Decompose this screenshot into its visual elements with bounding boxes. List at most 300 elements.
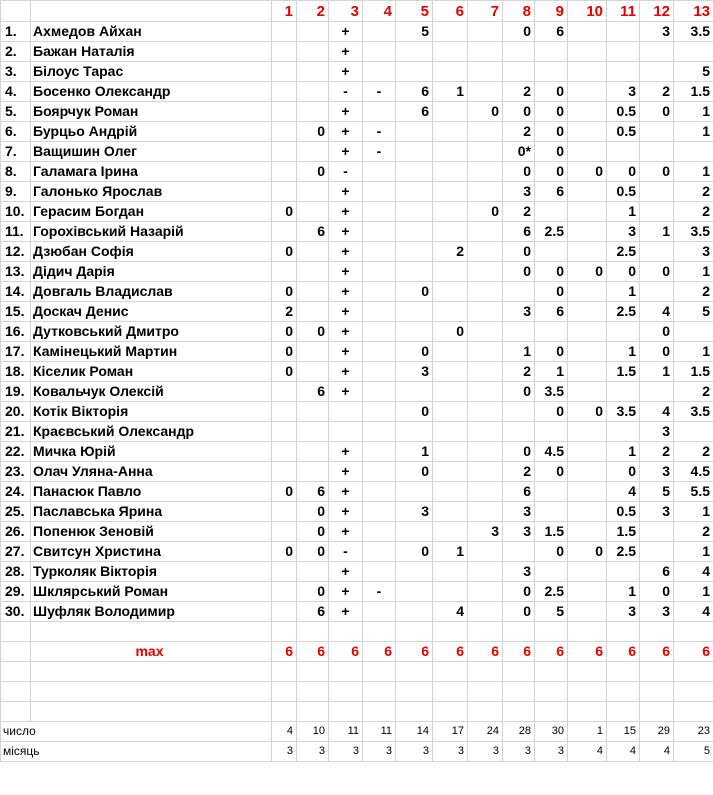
grade-cell[interactable]	[468, 602, 503, 622]
grade-cell[interactable]	[272, 422, 297, 442]
row-number[interactable]: 25.	[1, 502, 31, 522]
grade-cell[interactable]: +	[329, 482, 363, 502]
row-number[interactable]: 10.	[1, 202, 31, 222]
empty-cell[interactable]	[568, 622, 607, 642]
grade-cell[interactable]: 0	[272, 482, 297, 502]
student-name[interactable]: Горохівський Назарій	[31, 222, 272, 242]
grade-cell[interactable]: 0	[396, 342, 433, 362]
grade-cell[interactable]: 0	[272, 362, 297, 382]
student-name[interactable]: Панасюк Павло	[31, 482, 272, 502]
row-number[interactable]: 21.	[1, 422, 31, 442]
grade-cell[interactable]	[468, 62, 503, 82]
grade-cell[interactable]: 3	[396, 502, 433, 522]
student-name[interactable]: Свитсун Христина	[31, 542, 272, 562]
grade-cell[interactable]: 0	[607, 162, 640, 182]
grade-cell[interactable]	[272, 382, 297, 402]
grade-cell[interactable]: 5	[535, 602, 568, 622]
day-value[interactable]: 11	[329, 722, 363, 742]
max-value[interactable]: 6	[640, 642, 674, 662]
grade-cell[interactable]	[272, 222, 297, 242]
grade-cell[interactable]	[272, 402, 297, 422]
grade-cell[interactable]: 0	[468, 102, 503, 122]
grade-cell[interactable]	[468, 582, 503, 602]
grade-cell[interactable]: 0	[297, 162, 329, 182]
grade-cell[interactable]	[433, 122, 468, 142]
student-name[interactable]: Дідич Дарія	[31, 262, 272, 282]
empty-cell[interactable]	[674, 622, 713, 642]
grade-cell[interactable]: 0	[568, 542, 607, 562]
grade-cell[interactable]: -	[363, 582, 396, 602]
grade-cell[interactable]	[396, 322, 433, 342]
grade-cell[interactable]: 1	[607, 282, 640, 302]
grade-cell[interactable]	[568, 522, 607, 542]
empty-cell[interactable]	[1, 702, 31, 722]
grade-cell[interactable]	[674, 422, 713, 442]
grade-cell[interactable]	[363, 302, 396, 322]
grade-cell[interactable]: 1	[674, 262, 713, 282]
empty-cell[interactable]	[1, 642, 31, 662]
grade-cell[interactable]: 0	[503, 602, 535, 622]
row-number[interactable]: 13.	[1, 262, 31, 282]
grade-cell[interactable]: +	[329, 442, 363, 462]
grade-cell[interactable]: 2	[433, 242, 468, 262]
grade-cell[interactable]	[535, 322, 568, 342]
max-value[interactable]: 6	[363, 642, 396, 662]
grade-cell[interactable]	[433, 162, 468, 182]
grade-cell[interactable]	[363, 162, 396, 182]
grade-cell[interactable]	[607, 322, 640, 342]
student-name[interactable]: Кіселик Роман	[31, 362, 272, 382]
grade-cell[interactable]	[568, 102, 607, 122]
empty-cell[interactable]	[607, 622, 640, 642]
grade-cell[interactable]: 1	[674, 502, 713, 522]
grade-cell[interactable]: 1.5	[607, 522, 640, 542]
student-name[interactable]: Олач Уляна-Анна	[31, 462, 272, 482]
grade-cell[interactable]: 0	[297, 322, 329, 342]
grade-cell[interactable]: +	[329, 142, 363, 162]
grade-cell[interactable]: 3.5	[535, 382, 568, 402]
grade-cell[interactable]: 0	[503, 22, 535, 42]
grade-cell[interactable]	[568, 182, 607, 202]
empty-cell[interactable]	[674, 682, 713, 702]
grade-cell[interactable]	[433, 502, 468, 522]
grade-cell[interactable]: 3	[640, 602, 674, 622]
grade-cell[interactable]	[297, 42, 329, 62]
grade-cell[interactable]	[297, 242, 329, 262]
grade-cell[interactable]	[272, 562, 297, 582]
grade-cell[interactable]: +	[329, 102, 363, 122]
empty-cell[interactable]	[503, 682, 535, 702]
grade-cell[interactable]: +	[329, 182, 363, 202]
grade-cell[interactable]	[674, 42, 713, 62]
grade-cell[interactable]	[503, 422, 535, 442]
grade-cell[interactable]	[568, 502, 607, 522]
grade-cell[interactable]	[297, 462, 329, 482]
grade-cell[interactable]	[433, 202, 468, 222]
grade-cell[interactable]: 2	[674, 522, 713, 542]
grade-cell[interactable]: +	[329, 522, 363, 542]
grade-cell[interactable]	[363, 102, 396, 122]
empty-cell[interactable]	[503, 622, 535, 642]
day-value[interactable]: 1	[568, 722, 607, 742]
empty-cell[interactable]	[297, 702, 329, 722]
grade-cell[interactable]: 3	[503, 562, 535, 582]
grade-cell[interactable]: -	[329, 162, 363, 182]
grade-cell[interactable]: 0	[272, 202, 297, 222]
grade-cell[interactable]: 2.5	[607, 242, 640, 262]
grade-cell[interactable]	[640, 542, 674, 562]
grade-cell[interactable]	[568, 282, 607, 302]
grade-cell[interactable]	[297, 62, 329, 82]
grade-cell[interactable]: 1	[640, 222, 674, 242]
grade-cell[interactable]	[568, 342, 607, 362]
empty-cell[interactable]	[272, 702, 297, 722]
grade-cell[interactable]: 0	[503, 102, 535, 122]
row-number[interactable]: 7.	[1, 142, 31, 162]
grade-cell[interactable]	[535, 482, 568, 502]
row-number[interactable]: 1.	[1, 22, 31, 42]
grade-cell[interactable]	[396, 602, 433, 622]
grade-cell[interactable]: +	[329, 62, 363, 82]
grade-cell[interactable]	[503, 62, 535, 82]
grade-cell[interactable]: +	[329, 42, 363, 62]
grade-cell[interactable]: 5	[640, 482, 674, 502]
grade-cell[interactable]: 3	[396, 362, 433, 382]
grade-cell[interactable]	[535, 42, 568, 62]
grade-cell[interactable]: 3	[503, 502, 535, 522]
day-value[interactable]: 29	[640, 722, 674, 742]
grade-cell[interactable]	[272, 82, 297, 102]
row-number[interactable]: 29.	[1, 582, 31, 602]
grade-cell[interactable]: 2	[674, 382, 713, 402]
grade-cell[interactable]	[272, 522, 297, 542]
grade-cell[interactable]	[468, 22, 503, 42]
empty-cell[interactable]	[607, 662, 640, 682]
grade-cell[interactable]: 0	[503, 442, 535, 462]
row-number[interactable]: 28.	[1, 562, 31, 582]
grade-cell[interactable]: 0	[640, 102, 674, 122]
grade-cell[interactable]: 0.5	[607, 122, 640, 142]
student-name[interactable]: Шуфляк Володимир	[31, 602, 272, 622]
empty-cell[interactable]	[503, 662, 535, 682]
grade-cell[interactable]	[468, 462, 503, 482]
grade-cell[interactable]	[297, 562, 329, 582]
grade-cell[interactable]: 1	[640, 362, 674, 382]
grade-cell[interactable]	[363, 542, 396, 562]
grade-cell[interactable]	[568, 442, 607, 462]
grade-cell[interactable]: 3.5	[674, 402, 713, 422]
grade-cell[interactable]: +	[329, 22, 363, 42]
student-name[interactable]: Шклярський Роман	[31, 582, 272, 602]
empty-cell[interactable]	[1, 622, 31, 642]
grade-cell[interactable]	[363, 362, 396, 382]
day-value[interactable]: 28	[503, 722, 535, 742]
empty-cell[interactable]	[535, 622, 568, 642]
grade-cell[interactable]	[607, 22, 640, 42]
grade-cell[interactable]	[363, 282, 396, 302]
grade-cell[interactable]: 0	[297, 522, 329, 542]
grade-cell[interactable]: 0.5	[607, 502, 640, 522]
grade-cell[interactable]: +	[329, 202, 363, 222]
empty-cell[interactable]	[535, 682, 568, 702]
grade-cell[interactable]: 3	[640, 462, 674, 482]
row-number[interactable]: 20.	[1, 402, 31, 422]
grade-cell[interactable]	[433, 582, 468, 602]
grade-cell[interactable]	[363, 562, 396, 582]
grade-cell[interactable]: +	[329, 362, 363, 382]
grade-cell[interactable]	[329, 402, 363, 422]
max-value[interactable]: 6	[297, 642, 329, 662]
column-header[interactable]: 8	[503, 1, 535, 22]
grade-cell[interactable]: 1	[607, 202, 640, 222]
grade-cell[interactable]	[640, 62, 674, 82]
grade-cell[interactable]: 6	[297, 382, 329, 402]
student-name[interactable]: Галонько Ярослав	[31, 182, 272, 202]
grade-cell[interactable]	[535, 242, 568, 262]
empty-cell[interactable]	[31, 622, 272, 642]
student-name[interactable]: Краєвський Олександр	[31, 422, 272, 442]
grade-cell[interactable]	[568, 422, 607, 442]
grade-cell[interactable]: 4	[640, 302, 674, 322]
grade-cell[interactable]	[433, 482, 468, 502]
grade-cell[interactable]: 1	[607, 582, 640, 602]
grade-cell[interactable]	[568, 302, 607, 322]
grade-cell[interactable]: 5	[396, 22, 433, 42]
max-value[interactable]: 6	[272, 642, 297, 662]
grade-cell[interactable]: 1	[674, 582, 713, 602]
grade-cell[interactable]	[503, 42, 535, 62]
empty-cell[interactable]	[396, 702, 433, 722]
grade-cell[interactable]: 0	[297, 582, 329, 602]
grade-cell[interactable]	[468, 302, 503, 322]
empty-cell[interactable]	[433, 682, 468, 702]
grade-cell[interactable]	[468, 82, 503, 102]
grade-cell[interactable]	[272, 502, 297, 522]
grade-cell[interactable]: 3	[674, 242, 713, 262]
grade-cell[interactable]: 0	[272, 322, 297, 342]
grade-cell[interactable]	[363, 342, 396, 362]
grade-cell[interactable]: +	[329, 462, 363, 482]
grade-cell[interactable]: 3	[640, 502, 674, 522]
grade-cell[interactable]: 0	[433, 322, 468, 342]
grade-cell[interactable]	[607, 562, 640, 582]
grade-cell[interactable]	[272, 462, 297, 482]
grade-cell[interactable]	[433, 182, 468, 202]
grade-cell[interactable]	[468, 142, 503, 162]
empty-cell[interactable]	[568, 702, 607, 722]
grade-cell[interactable]	[297, 182, 329, 202]
day-value[interactable]: 10	[297, 722, 329, 742]
grade-cell[interactable]	[568, 362, 607, 382]
column-header[interactable]: 2	[297, 1, 329, 22]
grade-cell[interactable]	[640, 182, 674, 202]
grade-cell[interactable]: 3.5	[674, 222, 713, 242]
grade-cell[interactable]	[433, 102, 468, 122]
grade-cell[interactable]	[468, 442, 503, 462]
student-name[interactable]: Попенюк Зеновій	[31, 522, 272, 542]
row-number[interactable]: 17.	[1, 342, 31, 362]
grade-cell[interactable]: 0	[640, 582, 674, 602]
grade-cell[interactable]	[272, 42, 297, 62]
row-number[interactable]: 27.	[1, 542, 31, 562]
grade-cell[interactable]	[396, 182, 433, 202]
grade-cell[interactable]: 6	[297, 482, 329, 502]
grade-cell[interactable]	[363, 202, 396, 222]
grade-cell[interactable]	[607, 422, 640, 442]
empty-cell[interactable]	[640, 662, 674, 682]
student-name[interactable]: Котік Вікторія	[31, 402, 272, 422]
max-value[interactable]: 6	[329, 642, 363, 662]
grade-cell[interactable]	[433, 362, 468, 382]
empty-cell[interactable]	[503, 702, 535, 722]
grade-cell[interactable]	[272, 162, 297, 182]
student-name[interactable]: Доскач Денис	[31, 302, 272, 322]
grade-cell[interactable]: 1	[503, 342, 535, 362]
grade-cell[interactable]: 0	[396, 282, 433, 302]
grade-cell[interactable]: 0	[535, 262, 568, 282]
grade-cell[interactable]	[396, 382, 433, 402]
grade-cell[interactable]	[396, 62, 433, 82]
grade-cell[interactable]	[363, 402, 396, 422]
grade-cell[interactable]	[396, 302, 433, 322]
grade-cell[interactable]: 0	[640, 162, 674, 182]
grade-cell[interactable]	[363, 382, 396, 402]
grade-cell[interactable]: +	[329, 282, 363, 302]
column-header[interactable]: 7	[468, 1, 503, 22]
grade-cell[interactable]: 0	[535, 542, 568, 562]
grade-cell[interactable]: 0	[396, 542, 433, 562]
grade-cell[interactable]: 1	[674, 342, 713, 362]
grade-cell[interactable]: +	[329, 582, 363, 602]
row-number[interactable]: 9.	[1, 182, 31, 202]
grade-cell[interactable]: 1	[674, 542, 713, 562]
grade-cell[interactable]: 3	[640, 422, 674, 442]
grade-cell[interactable]	[272, 22, 297, 42]
grade-cell[interactable]	[297, 142, 329, 162]
grade-cell[interactable]	[396, 522, 433, 542]
grade-cell[interactable]	[272, 262, 297, 282]
grade-cell[interactable]	[297, 442, 329, 462]
max-label[interactable]: max	[31, 642, 272, 662]
grade-cell[interactable]: 1	[674, 102, 713, 122]
grade-cell[interactable]	[433, 42, 468, 62]
grade-cell[interactable]: 0	[503, 242, 535, 262]
grade-cell[interactable]	[329, 422, 363, 442]
grade-cell[interactable]: 2	[503, 462, 535, 482]
grade-cell[interactable]	[396, 562, 433, 582]
grade-cell[interactable]: 3	[607, 222, 640, 242]
grade-cell[interactable]: 0	[640, 262, 674, 282]
grade-cell[interactable]	[297, 22, 329, 42]
grade-cell[interactable]: 0.5	[607, 182, 640, 202]
grade-cell[interactable]: 1.5	[674, 362, 713, 382]
grade-cell[interactable]	[607, 382, 640, 402]
grade-cell[interactable]: 4.5	[674, 462, 713, 482]
row-number[interactable]: 3.	[1, 62, 31, 82]
grade-cell[interactable]	[468, 242, 503, 262]
month-label[interactable]: місяць	[1, 742, 272, 762]
grade-cell[interactable]	[607, 62, 640, 82]
grade-cell[interactable]	[396, 42, 433, 62]
empty-cell[interactable]	[329, 662, 363, 682]
max-value[interactable]: 6	[396, 642, 433, 662]
grade-cell[interactable]	[468, 362, 503, 382]
empty-cell[interactable]	[640, 682, 674, 702]
grade-cell[interactable]	[640, 382, 674, 402]
row-number[interactable]: 24.	[1, 482, 31, 502]
grade-cell[interactable]	[535, 422, 568, 442]
student-name[interactable]: Камінецький Мартин	[31, 342, 272, 362]
empty-cell[interactable]	[272, 662, 297, 682]
grade-cell[interactable]: 0	[396, 462, 433, 482]
grade-cell[interactable]	[568, 62, 607, 82]
student-name[interactable]: Дзюбан Софія	[31, 242, 272, 262]
grade-cell[interactable]	[363, 462, 396, 482]
day-value[interactable]: 15	[607, 722, 640, 742]
grade-cell[interactable]: +	[329, 222, 363, 242]
empty-cell[interactable]	[31, 662, 272, 682]
grade-cell[interactable]	[503, 402, 535, 422]
student-name[interactable]: Галамага Ірина	[31, 162, 272, 182]
grade-cell[interactable]	[433, 562, 468, 582]
grade-cell[interactable]: 3.5	[607, 402, 640, 422]
grade-cell[interactable]	[535, 202, 568, 222]
empty-cell[interactable]	[1, 662, 31, 682]
grade-cell[interactable]	[503, 542, 535, 562]
grade-cell[interactable]: 2.5	[607, 542, 640, 562]
max-value[interactable]: 6	[503, 642, 535, 662]
grade-cell[interactable]	[297, 102, 329, 122]
empty-cell[interactable]	[1, 682, 31, 702]
grade-cell[interactable]: 2.5	[535, 582, 568, 602]
grade-cell[interactable]: 0	[535, 82, 568, 102]
grade-cell[interactable]	[396, 122, 433, 142]
grade-cell[interactable]	[297, 362, 329, 382]
grade-cell[interactable]	[297, 202, 329, 222]
grade-cell[interactable]: 0	[535, 122, 568, 142]
grade-cell[interactable]: -	[329, 82, 363, 102]
max-value[interactable]: 6	[468, 642, 503, 662]
empty-cell[interactable]	[396, 682, 433, 702]
empty-cell[interactable]	[674, 702, 713, 722]
max-value[interactable]: 6	[433, 642, 468, 662]
column-header[interactable]: 9	[535, 1, 568, 22]
grade-cell[interactable]	[468, 542, 503, 562]
grade-cell[interactable]	[363, 242, 396, 262]
grade-cell[interactable]	[396, 242, 433, 262]
grade-cell[interactable]	[363, 322, 396, 342]
grade-cell[interactable]: 0	[535, 462, 568, 482]
grade-cell[interactable]: 1	[433, 542, 468, 562]
month-value[interactable]: 3	[297, 742, 329, 762]
student-name[interactable]: Боярчук Роман	[31, 102, 272, 122]
day-value[interactable]: 30	[535, 722, 568, 742]
grade-cell[interactable]: 0	[640, 342, 674, 362]
grade-cell[interactable]	[640, 122, 674, 142]
grade-cell[interactable]	[640, 522, 674, 542]
empty-cell[interactable]	[329, 622, 363, 642]
day-value[interactable]: 17	[433, 722, 468, 742]
grade-cell[interactable]: 0	[503, 162, 535, 182]
grade-cell[interactable]	[396, 582, 433, 602]
grade-cell[interactable]	[503, 282, 535, 302]
grade-cell[interactable]: +	[329, 382, 363, 402]
grade-cell[interactable]	[272, 182, 297, 202]
grade-cell[interactable]: 6	[535, 22, 568, 42]
grade-cell[interactable]	[433, 342, 468, 362]
grade-cell[interactable]	[297, 342, 329, 362]
grade-cell[interactable]: 0	[272, 282, 297, 302]
